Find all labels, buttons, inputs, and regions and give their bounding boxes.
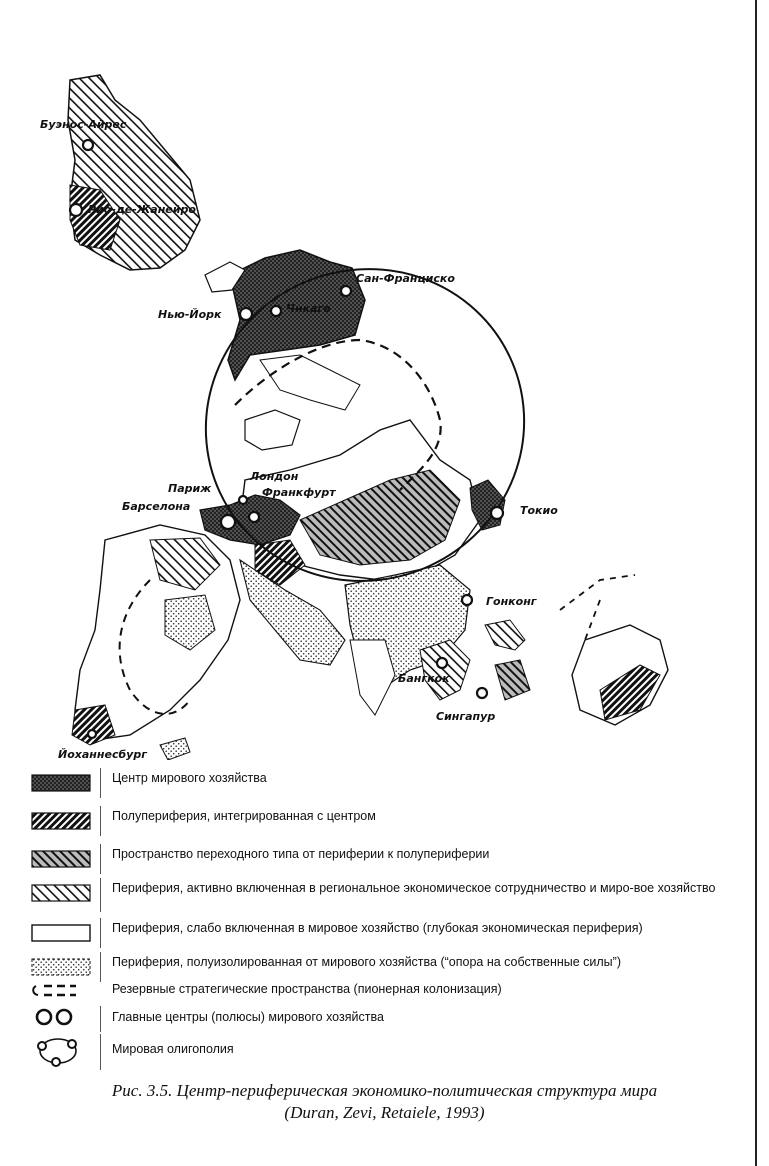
legend-divider [100, 844, 101, 874]
city-singapore-marker [477, 688, 487, 698]
city-frankfurt-marker [249, 512, 259, 522]
legend-label: Периферия, слабо включенная в мировое хозяйство (глубокая экономическая периферия) [112, 921, 643, 935]
city-tokyo-label: Токио [520, 504, 558, 517]
caption-line-2: (Duran, Zevi, Retaiele, 1993) [284, 1103, 485, 1122]
legend-label: Периферия, активно включенная в региональное экономическое сотрудничество и миро-вое хозяйство [112, 881, 716, 895]
city-san-francisco-label: Сан-Франциско [356, 272, 455, 285]
arctic-canada [260, 355, 360, 410]
legend-label: Центр мирового хозяйства [112, 771, 267, 785]
city-new-york-marker [240, 308, 252, 320]
city-tokyo-marker [491, 507, 503, 519]
city-singapore-label: Сингапур [436, 710, 496, 723]
legend-divider [100, 806, 101, 836]
legend-divider [100, 768, 101, 798]
legend-item-reserve [30, 980, 730, 1004]
city-buenos-aires-label: Буэнос-Айрес [40, 118, 127, 131]
city-bangkok-marker [437, 658, 447, 668]
city-rio-marker [70, 204, 82, 216]
legend-item-semi-integrated [30, 806, 730, 836]
legend-divider [100, 918, 101, 948]
legend-swatch-poles [30, 1006, 92, 1028]
southeast-asia-region [420, 640, 470, 700]
legend-divider [100, 952, 101, 982]
greenland-region [245, 410, 300, 450]
indonesia-islands [485, 620, 525, 650]
city-bangkok-label: Бангкок [398, 672, 450, 685]
figure-caption [0, 1080, 769, 1124]
legend-item-active-periphery [30, 878, 730, 912]
city-hong-kong-label: Гонконг [486, 595, 537, 608]
legend-item-center [30, 768, 730, 798]
legend-swatch-active-periphery [30, 882, 92, 904]
city-san-francisco-marker [341, 286, 351, 296]
middle-east-region [240, 560, 345, 665]
legend-label: Главные центры (полюсы) мирового хозяйства [112, 1010, 384, 1024]
legend-divider [100, 1006, 101, 1032]
city-london-marker [239, 496, 247, 504]
city-buenos-aires-marker [83, 140, 93, 150]
legend-label: Мировая олигополия [112, 1042, 234, 1056]
city-paris-marker [221, 515, 235, 529]
legend-swatch-reserve [30, 980, 92, 1002]
city-johannesburg-label: Йоханнесбург [58, 748, 147, 760]
legend-item-poles [30, 1006, 730, 1032]
city-new-york-label: Нью-Йорк [158, 308, 222, 321]
legend-item-oligopoly [30, 1034, 730, 1070]
city-paris-label: Париж [168, 482, 212, 495]
legend-label: Периферия, полуизолированная от мирового хозяйства (“опора на собственные силы”) [112, 955, 621, 969]
legend-label: Полупериферия, интегрированная с центром [112, 809, 376, 823]
caption-line-1: Рис. 3.5. Центр-периферическая экономико-политическая структура мира [111, 1081, 658, 1100]
legend-swatch-weak-periphery [30, 922, 92, 944]
legend-item-weak-periphery [30, 918, 730, 948]
city-johannesburg-marker [88, 730, 96, 738]
legend-swatch-isolated-periphery [30, 956, 92, 978]
india-region [350, 640, 395, 715]
legend-item-isolated-periphery [30, 952, 730, 982]
legend-label: Пространство переходного типа от периферии к полупериферии [112, 847, 490, 861]
legend-divider [100, 878, 101, 912]
city-hong-kong-marker [462, 595, 472, 605]
city-london-label: Лондон [250, 470, 299, 483]
legend-swatch-transition [30, 848, 92, 870]
legend-swatch-center [30, 772, 92, 794]
madagascar-region [160, 738, 190, 760]
legend-swatch-oligopoly [30, 1034, 92, 1068]
legend-swatch-semi-integrated [30, 810, 92, 832]
city-frankfurt-label: Франкфурт [262, 486, 336, 499]
legend-divider [100, 1034, 101, 1070]
city-rio-label: Рио-де-Жанейро [88, 203, 196, 216]
world-map [0, 60, 769, 760]
legend-label: Резервные стратегические пространства (пионерная колонизация) [112, 982, 502, 996]
city-barcelona-label: Барселона [122, 500, 191, 513]
island-chain [495, 660, 530, 700]
city-chicago-marker [271, 306, 281, 316]
legend-item-transition [30, 844, 730, 874]
city-chicago-label: Чикаго [286, 302, 331, 315]
